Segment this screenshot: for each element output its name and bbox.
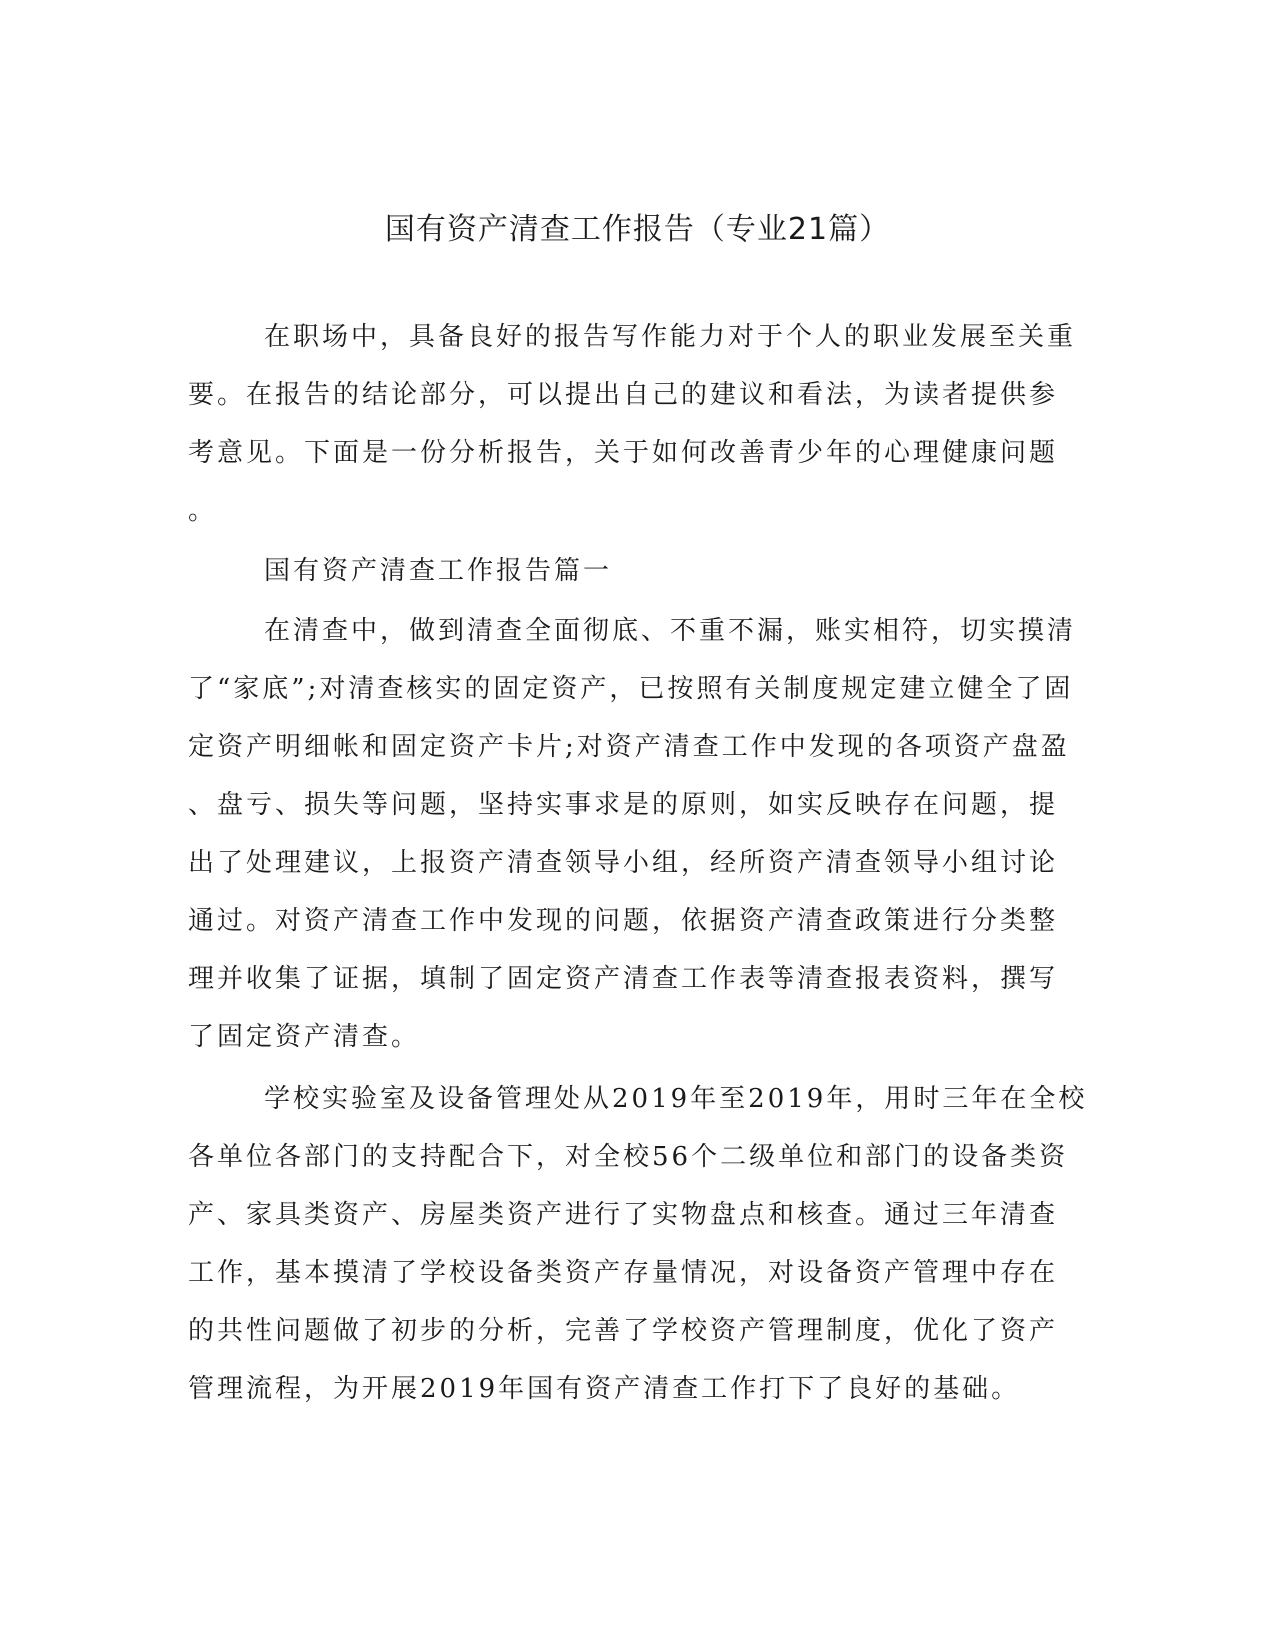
paragraph-line: 通过。对资产清查工作中发现的问题，依据资产清查政策进行分类整 xyxy=(188,906,1059,936)
paragraph-line: 出了处理建议，上报资产清查领导小组，经所资产清查领导小组讨论 xyxy=(188,848,1059,878)
section-heading: 国有资产清查工作报告篇一 xyxy=(264,556,613,586)
paragraph-line: 考意见。下面是一份分析报告，关于如何改善青少年的心理健康问题 xyxy=(188,438,1059,468)
document-title: 国有资产清查工作报告（专业21篇） xyxy=(384,212,891,247)
paragraph-line: 产、家具类资产、房屋类资产进行了实物盘点和核查。通过三年清查 xyxy=(188,1200,1059,1230)
paragraph-line: 在清查中，做到清查全面彻底、不重不漏，账实相符，切实摸清 xyxy=(264,616,1077,646)
paragraph-line: 的共性问题做了初步的分析，完善了学校资产管理制度，优化了资产 xyxy=(188,1316,1059,1346)
paragraph-line: 了“家底”;对清查核实的固定资产，已按照有关制度规定建立健全了固 xyxy=(188,674,1074,704)
paragraph-line: 理并收集了证据，填制了固定资产清查工作表等清查报表资料，撰写 xyxy=(188,964,1059,994)
paragraph-line: 管理流程，为开展2019年国有资产清查工作打下了良好的基础。 xyxy=(188,1374,1021,1404)
paragraph-line: 学校实验室及设备管理处从2019年至2019年，用时三年在全校 xyxy=(264,1084,1088,1114)
paragraph-line: 各单位各部门的支持配合下，对全校56个二级单位和部门的设备类资 xyxy=(188,1142,1069,1172)
paragraph-line: 要。在报告的结论部分，可以提出自己的建议和看法，为读者提供参 xyxy=(188,380,1059,410)
paragraph-line: 。 xyxy=(188,496,218,526)
paragraph-line: 定资产明细帐和固定资产卡片;对资产清查工作中发现的各项资产盘盈 xyxy=(188,732,1070,762)
paragraph-line: 在职场中，具备良好的报告写作能力对于个人的职业发展至关重 xyxy=(264,322,1077,352)
paragraph-line: 了固定资产清查。 xyxy=(188,1022,421,1052)
paragraph-line: 工作，基本摸清了学校设备类资产存量情况，对设备资产管理中存在 xyxy=(188,1258,1059,1288)
paragraph-line: 、盘亏、损失等问题，坚持实事求是的原则，如实反映存在问题，提 xyxy=(188,790,1059,820)
